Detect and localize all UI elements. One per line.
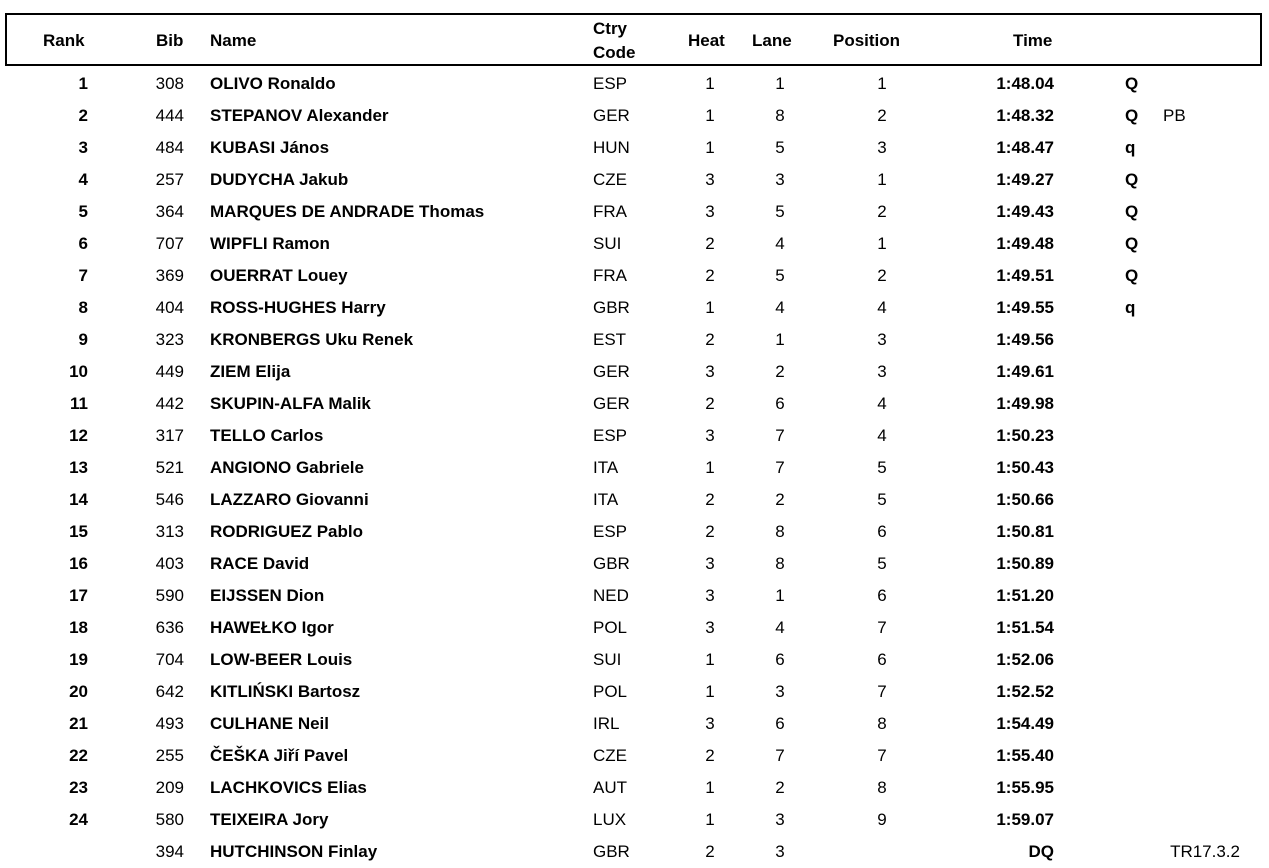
cell-lane: 1 [775, 586, 785, 605]
cell-bib: 442 [155, 394, 184, 413]
cell-rank: 6 [78, 234, 88, 253]
header-ctry: Ctry [593, 19, 628, 38]
cell-name: OUERRAT Louey [210, 266, 348, 285]
cell-bib: 704 [155, 650, 184, 669]
header-position: Position [833, 31, 901, 50]
cell-name: STEPANOV Alexander [210, 106, 389, 125]
table-row [0, 228, 1269, 260]
cell-time: 1:49.55 [996, 298, 1054, 317]
cell-time: 1:51.20 [996, 586, 1054, 605]
header-name: Name [210, 31, 257, 50]
cell-lane: 5 [775, 266, 785, 285]
cell-position: 6 [877, 650, 887, 669]
cell-bib: 323 [155, 330, 184, 349]
cell-ctry: CZE [593, 170, 627, 189]
cell-bib: 313 [155, 522, 184, 541]
table-row [0, 804, 1269, 836]
cell-rank: 23 [69, 778, 88, 797]
cell-name: ZIEM Elija [210, 362, 291, 381]
cell-ctry: ESP [593, 74, 628, 93]
cell-position: 2 [877, 202, 887, 221]
table-header [5, 13, 1262, 66]
cell-heat: 1 [705, 810, 715, 829]
table-row [0, 68, 1269, 100]
cell-heat: 1 [705, 650, 715, 669]
cell-ctry: HUN [593, 138, 630, 157]
cell-ctry: LUX [593, 810, 627, 829]
cell-ctry: GER [593, 394, 630, 413]
cell-time: 1:49.51 [996, 266, 1054, 285]
cell-name: SKUPIN-ALFA Malik [210, 394, 371, 413]
cell-q: Q [1125, 74, 1139, 93]
cell-lane: 3 [775, 810, 785, 829]
cell-name: ANGIONO Gabriele [210, 458, 364, 477]
cell-lane: 5 [775, 202, 785, 221]
table-row [0, 708, 1269, 740]
cell-heat: 3 [705, 202, 715, 221]
cell-name: HUTCHINSON Finlay [210, 842, 378, 861]
cell-q: Q [1125, 106, 1139, 125]
cell-position: 5 [877, 490, 887, 509]
cell-lane: 7 [775, 746, 785, 765]
cell-time: 1:48.04 [996, 74, 1054, 93]
cell-name: KRONBERGS Uku Renek [210, 330, 414, 349]
cell-heat: 2 [705, 522, 715, 541]
cell-name: EIJSSEN Dion [210, 586, 325, 605]
header-code: Code [593, 43, 636, 62]
cell-bib: 484 [155, 138, 184, 157]
cell-rank: 17 [69, 586, 88, 605]
cell-name: RODRIGUEZ Pablo [210, 522, 364, 541]
cell-ctry: AUT [593, 778, 627, 797]
cell-rank: 10 [69, 362, 88, 381]
cell-bib: 255 [155, 746, 184, 765]
cell-ctry: ITA [593, 458, 619, 477]
cell-position: 9 [877, 810, 887, 829]
cell-lane: 7 [775, 426, 785, 445]
cell-rank: 7 [78, 266, 88, 285]
table-row [0, 644, 1269, 676]
cell-position: 1 [877, 74, 887, 93]
cell-position: 3 [877, 330, 887, 349]
header-time: Time [1013, 31, 1053, 50]
cell-q: q [1125, 298, 1136, 317]
cell-time: 1:49.27 [996, 170, 1054, 189]
cell-lane: 6 [775, 650, 785, 669]
cell-ctry: EST [593, 330, 627, 349]
table-row [0, 420, 1269, 452]
cell-lane: 8 [775, 554, 785, 573]
cell-time: 1:52.06 [996, 650, 1054, 669]
cell-time: 1:48.32 [996, 106, 1054, 125]
cell-rank: 24 [69, 810, 88, 829]
cell-time: 1:49.56 [996, 330, 1054, 349]
cell-position: 3 [877, 138, 887, 157]
cell-lane: 3 [775, 682, 785, 701]
cell-time: DQ [1028, 842, 1054, 861]
cell-heat: 1 [705, 778, 715, 797]
cell-ctry: GBR [593, 842, 630, 861]
cell-rec: PB [1163, 106, 1186, 125]
cell-position: 8 [877, 778, 887, 797]
cell-rank: 21 [69, 714, 88, 733]
cell-heat: 3 [705, 170, 715, 189]
cell-position: 8 [877, 714, 887, 733]
cell-rank: 22 [69, 746, 88, 765]
cell-ctry: IRL [593, 714, 620, 733]
cell-lane: 3 [775, 842, 785, 861]
cell-heat: 2 [705, 266, 715, 285]
table-row [0, 132, 1269, 164]
cell-bib: 449 [155, 362, 184, 381]
table-row [0, 164, 1269, 196]
cell-ctry: SUI [593, 234, 622, 253]
cell-heat: 1 [705, 458, 715, 477]
cell-bib: 444 [155, 106, 184, 125]
cell-position: 5 [877, 458, 887, 477]
cell-heat: 2 [705, 746, 715, 765]
cell-lane: 5 [775, 138, 785, 157]
cell-ctry: ITA [593, 490, 619, 509]
cell-position: 1 [877, 234, 887, 253]
table-row [0, 676, 1269, 708]
cell-lane: 8 [775, 106, 785, 125]
cell-rank: 13 [69, 458, 88, 477]
cell-lane: 6 [775, 714, 785, 733]
cell-name: LACHKOVICS Elias [210, 778, 367, 797]
cell-position: 5 [877, 554, 887, 573]
cell-name: RACE David [210, 554, 310, 573]
cell-bib: 590 [155, 586, 184, 605]
cell-ctry: GER [593, 362, 630, 381]
table-row [0, 836, 1269, 868]
cell-rank: 15 [69, 522, 88, 541]
cell-rank: 20 [69, 682, 88, 701]
header-heat: Heat [688, 31, 725, 50]
cell-lane: 7 [775, 458, 785, 477]
cell-time: 1:48.47 [996, 138, 1054, 157]
cell-rank: 1 [78, 74, 88, 93]
cell-name: HAWEŁKO Igor [210, 618, 334, 637]
cell-time: 1:55.40 [996, 746, 1054, 765]
cell-heat: 1 [705, 106, 715, 125]
cell-bib: 209 [155, 778, 184, 797]
cell-position: 2 [877, 266, 887, 285]
cell-lane: 4 [775, 618, 785, 637]
cell-time: 1:59.07 [996, 810, 1054, 829]
cell-name: TELLO Carlos [210, 426, 324, 445]
cell-ctry: FRA [593, 202, 627, 221]
cell-rank: 16 [69, 554, 88, 573]
header-rank: Rank [43, 31, 85, 50]
cell-heat: 3 [705, 618, 715, 637]
cell-name: ČEŠKA Jiří Pavel [210, 746, 349, 765]
cell-rank: 8 [78, 298, 88, 317]
cell-lane: 1 [775, 74, 785, 93]
cell-rank: 12 [69, 426, 88, 445]
cell-heat: 3 [705, 426, 715, 445]
cell-q: Q [1125, 266, 1139, 285]
cell-ctry: NED [593, 586, 629, 605]
cell-bib: 394 [155, 842, 184, 861]
cell-position: 6 [877, 522, 887, 541]
cell-heat: 2 [705, 842, 715, 861]
table-row [0, 452, 1269, 484]
cell-ctry: GBR [593, 554, 630, 573]
cell-rank: 2 [78, 106, 88, 125]
table-row [0, 484, 1269, 516]
cell-time: 1:49.61 [996, 362, 1054, 381]
cell-bib: 642 [155, 682, 184, 701]
cell-note: TR17.3.2 [1170, 842, 1240, 861]
header-lane: Lane [752, 31, 792, 50]
cell-time: 1:49.48 [996, 234, 1054, 253]
cell-time: 1:50.23 [996, 426, 1054, 445]
cell-heat: 2 [705, 394, 715, 413]
cell-position: 1 [877, 170, 887, 189]
cell-time: 1:51.54 [996, 618, 1054, 637]
cell-ctry: SUI [593, 650, 622, 669]
table-row [0, 516, 1269, 548]
cell-name: LOW-BEER Louis [210, 650, 353, 669]
cell-rank: 9 [78, 330, 88, 349]
cell-bib: 546 [155, 490, 184, 509]
cell-time: 1:52.52 [996, 682, 1054, 701]
cell-lane: 2 [775, 778, 785, 797]
cell-time: 1:49.98 [996, 394, 1054, 413]
cell-bib: 521 [155, 458, 184, 477]
cell-bib: 707 [155, 234, 184, 253]
table-row [0, 612, 1269, 644]
cell-rank: 18 [69, 618, 88, 637]
cell-position: 7 [877, 618, 887, 637]
cell-lane: 2 [775, 362, 785, 381]
cell-name: OLIVO Ronaldo [210, 74, 336, 93]
cell-heat: 2 [705, 490, 715, 509]
cell-time: 1:50.89 [996, 554, 1054, 573]
cell-heat: 2 [705, 330, 715, 349]
cell-bib: 404 [155, 298, 184, 317]
cell-lane: 6 [775, 394, 785, 413]
cell-rank: 19 [69, 650, 88, 669]
cell-heat: 2 [705, 234, 715, 253]
cell-heat: 3 [705, 554, 715, 573]
cell-ctry: POL [593, 618, 628, 637]
cell-q: Q [1125, 234, 1139, 253]
cell-name: KITLIŃSKI Bartosz [210, 682, 361, 701]
cell-time: 1:54.49 [996, 714, 1054, 733]
cell-rank: 5 [78, 202, 88, 221]
cell-heat: 3 [705, 714, 715, 733]
cell-bib: 636 [155, 618, 184, 637]
cell-heat: 1 [705, 298, 715, 317]
cell-rank: 11 [70, 394, 88, 413]
table-row [0, 324, 1269, 356]
cell-position: 7 [877, 746, 887, 765]
cell-rank: 3 [78, 138, 88, 157]
cell-time: 1:55.95 [996, 778, 1054, 797]
cell-time: 1:49.43 [996, 202, 1054, 221]
table-row [0, 292, 1269, 324]
cell-q: q [1125, 138, 1136, 157]
cell-name: CULHANE Neil [210, 714, 330, 733]
cell-heat: 3 [705, 362, 715, 381]
cell-position: 4 [877, 298, 887, 317]
table-row [0, 100, 1269, 132]
cell-ctry: CZE [593, 746, 627, 765]
cell-heat: 3 [705, 586, 715, 605]
cell-position: 2 [877, 106, 887, 125]
cell-lane: 2 [775, 490, 785, 509]
header-bib: Bib [156, 31, 184, 50]
cell-name: DUDYCHA Jakub [210, 170, 349, 189]
table-row [0, 740, 1269, 772]
cell-position: 6 [877, 586, 887, 605]
cell-time: 1:50.43 [996, 458, 1054, 477]
cell-heat: 1 [705, 682, 715, 701]
cell-position: 4 [877, 394, 887, 413]
cell-position: 7 [877, 682, 887, 701]
table-row [0, 580, 1269, 612]
cell-lane: 3 [775, 170, 785, 189]
cell-bib: 403 [155, 554, 184, 573]
cell-position: 4 [877, 426, 887, 445]
table-row [0, 260, 1269, 292]
cell-name: WIPFLI Ramon [210, 234, 330, 253]
table-row [0, 548, 1269, 580]
cell-name: LAZZARO Giovanni [210, 490, 369, 509]
cell-ctry: FRA [593, 266, 627, 285]
cell-bib: 308 [155, 74, 184, 93]
cell-rank: 14 [69, 490, 88, 509]
cell-name: MARQUES DE ANDRADE Thomas [210, 202, 485, 221]
cell-lane: 4 [775, 234, 785, 253]
cell-lane: 4 [775, 298, 785, 317]
cell-name: ROSS-HUGHES Harry [210, 298, 386, 317]
cell-ctry: POL [593, 682, 628, 701]
cell-q: Q [1125, 202, 1139, 221]
cell-rank: 4 [78, 170, 88, 189]
cell-heat: 1 [705, 138, 715, 157]
cell-ctry: GBR [593, 298, 630, 317]
table-row [0, 388, 1269, 420]
table-row [0, 356, 1269, 388]
cell-name: TEIXEIRA Jory [210, 810, 329, 829]
cell-position [862, 836, 902, 868]
cell-q: Q [1125, 170, 1139, 189]
cell-bib: 317 [155, 426, 184, 445]
cell-lane: 1 [775, 330, 785, 349]
cell-heat: 1 [705, 74, 715, 93]
cell-bib: 580 [155, 810, 184, 829]
cell-ctry: ESP [593, 522, 628, 541]
cell-bib: 257 [155, 170, 184, 189]
cell-ctry: GER [593, 106, 630, 125]
cell-position: 3 [877, 362, 887, 381]
cell-name: KUBASI János [210, 138, 330, 157]
cell-bib: 364 [155, 202, 184, 221]
cell-bib: 493 [155, 714, 184, 733]
cell-time: 1:50.66 [996, 490, 1054, 509]
cell-ctry: ESP [593, 426, 628, 445]
cell-time: 1:50.81 [996, 522, 1054, 541]
cell-bib: 369 [155, 266, 184, 285]
table-row [0, 772, 1269, 804]
cell-lane: 8 [775, 522, 785, 541]
table-row [0, 196, 1269, 228]
